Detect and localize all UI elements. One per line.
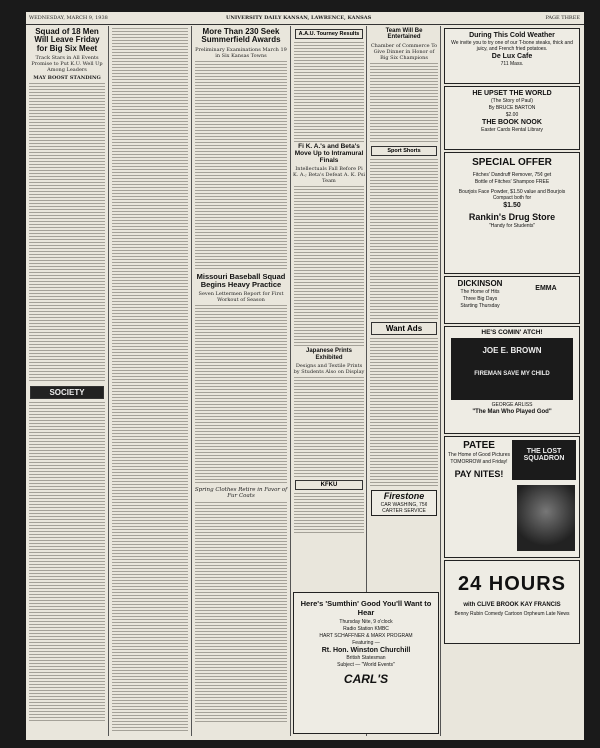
hours-title: 24 HOURS	[457, 573, 567, 595]
firestone-logo: Firestone	[383, 490, 425, 501]
special-line3: Bourjois Face Powder, $1.50 value and Bourjois Compact both for	[458, 189, 566, 201]
dickinson-right	[515, 285, 577, 292]
intramural-subhead: Intellectuals Fall Before Pi K. A.; Beta's Defeat A. K. Psi Team	[293, 166, 365, 185]
joe-title: JOE E. BROWN	[482, 346, 542, 355]
column-2-text	[112, 28, 188, 733]
aau-box-header: A.A.U. Tourney Results	[295, 29, 363, 39]
carls-role: British Statesman	[346, 655, 386, 661]
sport-shorts-header: Sport Shorts	[371, 146, 437, 156]
baseball-headline: Missouri Baseball Squad Begins Heavy Practice	[196, 271, 286, 289]
want-ads-header: Want Ads	[371, 322, 437, 335]
dickinson-ad	[444, 276, 580, 324]
patee-ad	[444, 436, 580, 558]
society-header: SOCIETY	[30, 386, 104, 399]
special-title: SPECIAL OFFER	[472, 157, 552, 168]
column-1	[28, 26, 106, 736]
rankins-name: Rankin's Drug Store	[468, 212, 556, 222]
kfku-header: KFKU	[295, 480, 363, 490]
dickinson-name: DICKINSON	[457, 279, 503, 288]
carls-when: Thursday Nite, 9 o'clock	[339, 619, 393, 625]
patee-when: TOMORROW and Friday!	[450, 459, 508, 465]
aau-text	[294, 42, 364, 142]
firestone-ad	[371, 490, 437, 516]
rankins-ad	[444, 152, 580, 274]
column-2	[111, 26, 189, 736]
decafe-name: De Lux Cafe	[491, 53, 533, 60]
carls-station: Radio Station KMBC	[343, 626, 389, 632]
clothes-headline: Spring Clothes Retire in Favor of Fur Coats	[194, 486, 288, 500]
carls-title: Here's 'Sumthin' Good You'll Want to Hear	[300, 599, 432, 617]
team-subhead: Chamber of Commerce To Give Dinner in Honor of Big Six Champions	[370, 42, 438, 61]
lost-squadron-box	[512, 440, 576, 480]
decafe-ad	[444, 28, 580, 84]
special-price: $1.50	[503, 202, 521, 209]
masthead-title: UNIVERSITY DAILY KANSAN, LAWRENCE, KANSAS	[226, 15, 372, 21]
sport-shorts-text	[370, 159, 438, 319]
clothes-text	[195, 502, 287, 722]
newspaper-page	[26, 12, 584, 740]
masthead-date: WEDNESDAY, MARCH 9, 1938	[29, 15, 108, 21]
dickinson-feature: EMMA	[535, 285, 557, 292]
prints-subhead: Designs and Textile Prints by Students Also on Display	[293, 363, 365, 376]
prints-headline: Japanese Prints Exhibited	[305, 348, 353, 361]
want-ads-text	[370, 338, 438, 488]
dickinson-left	[447, 279, 513, 310]
dickinson-starting: Starting Thursday	[460, 303, 500, 309]
decafe-addr: 711 Mass.	[500, 61, 524, 67]
kfku-text	[294, 493, 364, 533]
dickinson-tag: The Home of Hits	[460, 289, 500, 295]
special-line1: Fitches' Dandruff Remover, 75¢ get	[472, 172, 552, 178]
book-title: HE UPSET THE WORLD	[472, 90, 552, 97]
column-rule	[290, 26, 291, 736]
hours-cast: with CLIVE BROOK KAY FRANCIS	[463, 602, 561, 608]
team-headline: Team Will Be Entertained	[385, 28, 423, 41]
hours-foot: Benny Rubin Comedy Cartoon Orpheum Late News	[454, 611, 570, 617]
decafe-title: During This Cold Weather	[469, 32, 555, 39]
carls-feat: Featuring —	[352, 640, 380, 646]
book-price: $2.00	[505, 112, 519, 118]
lost-squadron-title: THE LOST SQUADRON	[523, 448, 565, 462]
society-text	[29, 402, 105, 722]
carls-sponsor: HART SCHAFFNER & MARX PROGRAM	[319, 633, 413, 639]
joe-top: HE'S COMIN' ATCH!	[481, 329, 543, 336]
baseball-subhead: Seven Lettermen Report for First Workout of Season	[198, 290, 284, 303]
special-line2: Bottle of Fitches' Shampoo FREE	[474, 179, 550, 185]
summerfield-subhead: Preliminary Examinations March 19 in Six Kansas Towns	[195, 46, 287, 59]
joe-film: FIREMAN SAVE MY CHILD	[474, 371, 550, 377]
book-author: By BRUCE BARTON	[488, 105, 536, 111]
actor-photo	[517, 485, 575, 551]
book-shop: THE BOOK NOOK	[482, 119, 542, 126]
patee-tag: The Home of Good Pictures	[448, 452, 510, 458]
carls-speaker: Rt. Hon. Winston Churchill	[321, 647, 411, 654]
track-headline: Squad of 18 Men Will Leave Friday for Big Six Meet	[34, 27, 100, 53]
joe-star: GEORGE ARLISS	[491, 402, 533, 408]
column-rule	[440, 26, 441, 736]
masthead-page: PAGE THREE	[545, 15, 580, 21]
track-story-text	[29, 83, 105, 383]
24-hours-ad	[444, 560, 580, 644]
patee-name: PATEE	[463, 440, 495, 451]
summerfield-headline: More Than 230 Seek Summerfield Awards	[201, 27, 281, 45]
carls-logo: CARL'S	[343, 672, 389, 686]
carls-ad	[293, 592, 439, 734]
baseball-text	[195, 305, 287, 485]
joe-film2: "The Man Who Played God"	[472, 409, 552, 415]
rankins-slogan: "Handy for Students"	[488, 223, 536, 229]
column-rule	[108, 26, 109, 736]
book-foot: Easter Cards Rental Library	[481, 127, 543, 133]
masthead	[26, 12, 584, 25]
book-nook-ad	[444, 86, 580, 150]
carls-series: Subject — "World Events"	[337, 662, 395, 668]
intramural-headline: Fi K. A.'s and Beta's Move Up to Intramural Finals	[294, 143, 364, 164]
joe-poster	[451, 338, 573, 400]
intramural-text	[294, 186, 364, 346]
patee-paynites: PAY NITES!	[454, 469, 504, 479]
track-subhead: Track Stars in All Events Promise to Put K.U. Well Up Among Leaders	[31, 55, 103, 74]
ads-column	[442, 26, 582, 736]
patee-left	[448, 440, 510, 479]
decafe-body: We invite you to try one of our T-bone steaks, thick and juicy, and French fried potatoes.	[451, 40, 573, 52]
summerfield-text	[195, 61, 287, 271]
prints-text	[294, 377, 364, 477]
firestone-sub: CAR WASHING, 75¢ CARTER SERVICE	[380, 501, 428, 514]
dickinson-days: Three Big Days	[462, 296, 498, 302]
book-sub: (The Story of Paul)	[491, 98, 533, 104]
column-3	[194, 26, 288, 736]
joe-brown-ad	[444, 326, 580, 434]
column-rule	[191, 26, 192, 736]
track-section: MAY BOOST STANDING	[33, 75, 101, 82]
team-text	[370, 63, 438, 143]
